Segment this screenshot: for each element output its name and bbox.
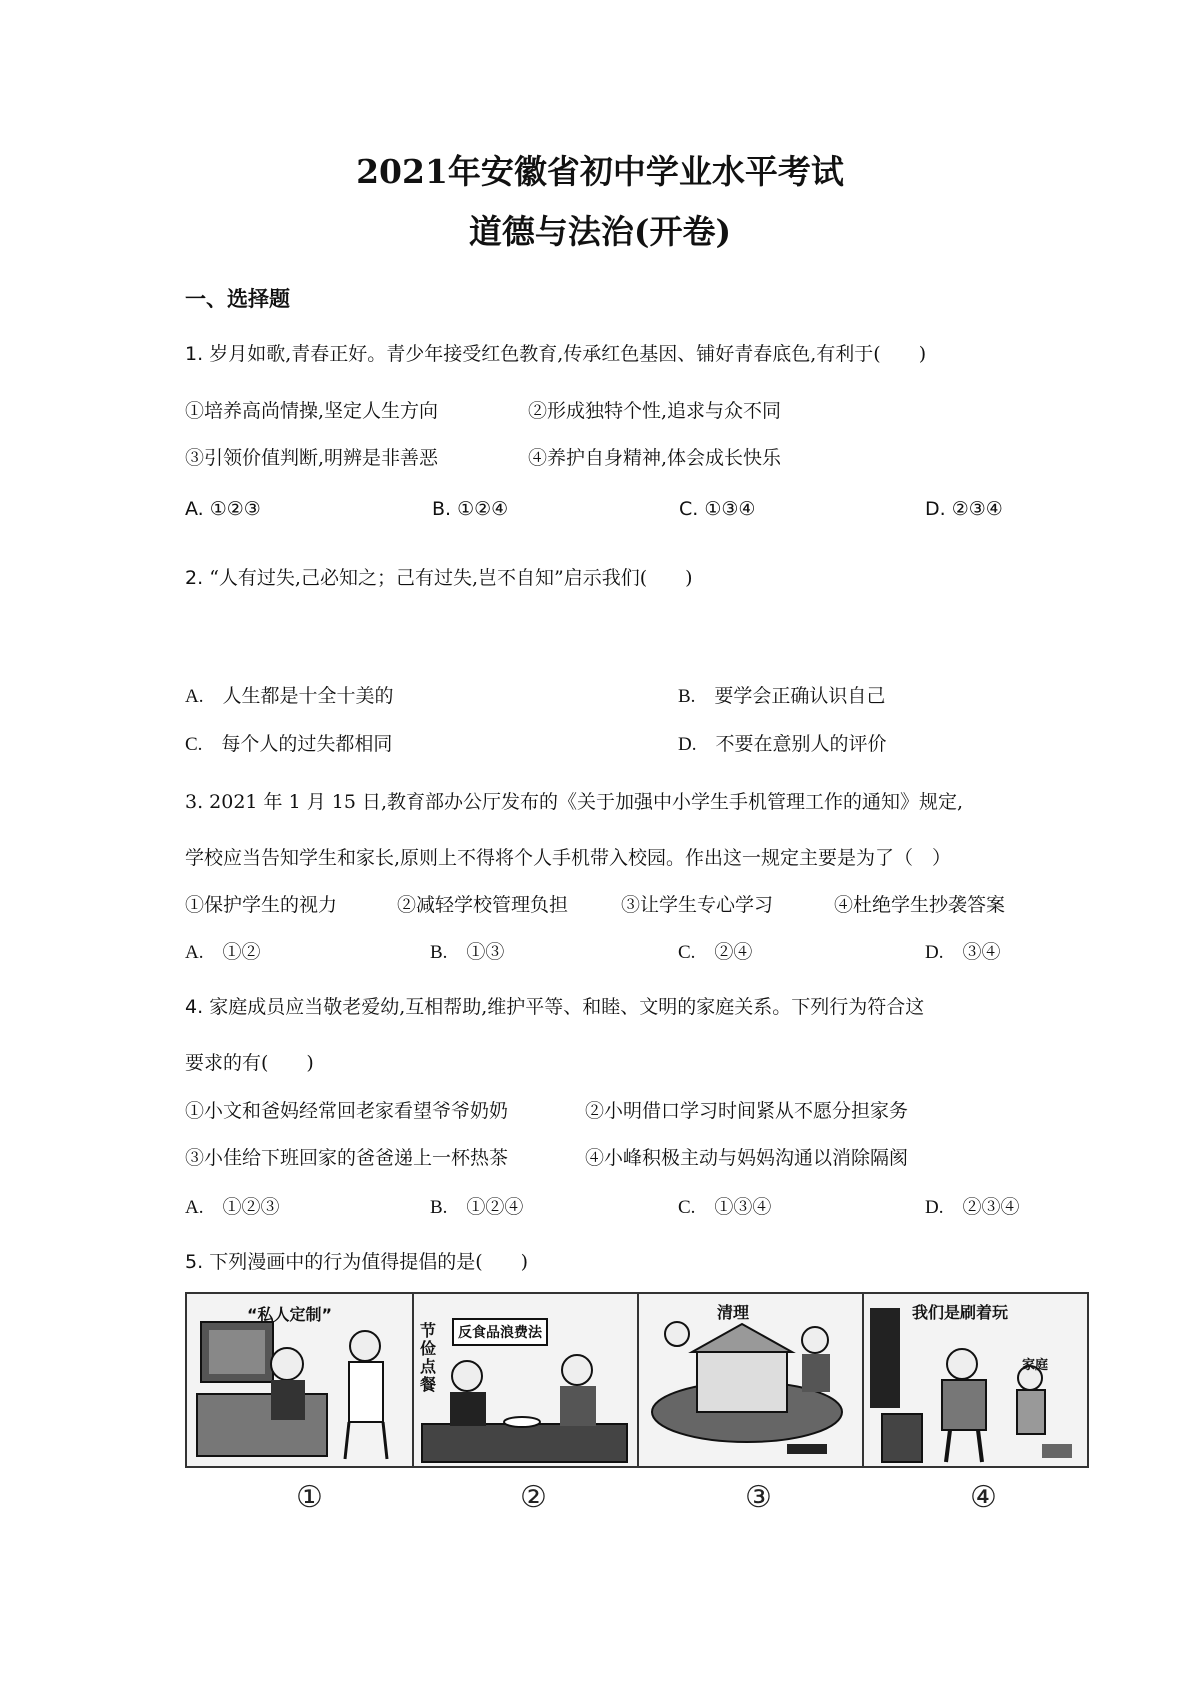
comic-label-2: ②	[520, 1480, 547, 1515]
q1-option-c[interactable]: C. ①③④	[679, 498, 756, 520]
comic-caption-just-playing: 我们是刷着玩	[912, 1303, 1009, 1322]
q3-item-4: ④杜绝学生抄袭答案	[834, 894, 1006, 916]
q4-text: 家庭成员应当敬老爱幼,互相帮助,维护平等、和睦、文明的家庭关系。下列行为符合这	[209, 996, 925, 1018]
section-heading: 一、选择题	[185, 287, 290, 311]
q3-item-3: ③让学生专心学习	[621, 894, 774, 916]
q1-item-1: ①培养高尚情操,坚定人生方向	[185, 400, 439, 422]
comic-caption-private-custom: “私人定制”	[247, 1305, 333, 1324]
q3-stem-line1: 3. 2021 年 1 月 15 日,教育部办公厅发布的《关于加强中小学生手机管理工作的通知》规定,	[185, 791, 964, 813]
q1-number: 1.	[185, 343, 204, 365]
comic-panel-4	[862, 1294, 1087, 1466]
comic-caption-anti-waste-law: 反食品浪费法	[452, 1318, 548, 1346]
q4-stem-line2: 要求的有( )	[185, 1052, 314, 1074]
comic-caption-frugal-order: 节俭点餐	[420, 1321, 437, 1394]
q1-item-2: ②形成独特个性,追求与众不同	[528, 400, 782, 422]
q3-item-2: ②减轻学校管理负担	[397, 894, 569, 916]
q3-stem-line2: 学校应当告知学生和家长,原则上不得将个人手机带入校园。作出这一规定主要是为了（ ）	[185, 847, 952, 869]
comic-caption-home: 家庭	[1022, 1358, 1049, 1373]
q3-option-d[interactable]: D. ③④	[925, 942, 1001, 963]
comic-label-4: ④	[970, 1480, 997, 1515]
comic-panel-1	[187, 1294, 414, 1466]
q3-item-1: ①保护学生的视力	[185, 894, 338, 916]
q1-item-4: ④养护自身精神,体会成长快乐	[528, 447, 782, 469]
comic-caption-cleanup: 清理	[717, 1303, 750, 1322]
q1-option-d[interactable]: D. ②③④	[925, 498, 1003, 520]
q2-option-d[interactable]: D. 不要在意别人的评价	[678, 734, 887, 755]
q4-option-d[interactable]: D. ②③④	[925, 1197, 1020, 1218]
q4-option-a[interactable]: A. ①②③	[185, 1197, 280, 1218]
page-subtitle: 道德与法治(开卷)	[468, 212, 732, 251]
q5-text: 下列漫画中的行为值得提倡的是( )	[209, 1251, 529, 1273]
q4-item-1: ①小文和爸妈经常回老家看望爷爷奶奶	[185, 1100, 509, 1122]
q1-text: 岁月如歌,青春正好。青少年接受红色教育,传承红色基因、铺好青春底色,有利于( )	[209, 343, 927, 365]
q2-text: “人有过失,己必知之；己有过失,岂不自知”启示我们( )	[209, 567, 693, 589]
q2-stem	[185, 563, 693, 590]
q1-option-a[interactable]: A. ①②③	[185, 498, 261, 520]
comic-panel-3-illustration	[637, 1294, 862, 1466]
q4-option-c[interactable]: C. ①③④	[678, 1197, 772, 1218]
q4-item-3: ③小佳给下班回家的爸爸递上一杯热茶	[185, 1147, 509, 1169]
q4-item-2: ②小明借口学习时间紧从不愿分担家务	[585, 1100, 909, 1122]
q2-number: 2.	[185, 567, 204, 589]
q3-option-a[interactable]: A. ①②	[185, 942, 261, 963]
comic-label-1: ①	[296, 1480, 323, 1515]
q2-option-b[interactable]: B. 要学会正确认识自己	[678, 686, 886, 707]
q4-number: 4.	[185, 996, 204, 1018]
q4-stem-line1	[185, 992, 924, 1019]
comic-strip	[185, 1292, 1089, 1468]
q2-option-a[interactable]: A. 人生都是十全十美的	[185, 686, 394, 707]
comic-label-3: ③	[745, 1480, 772, 1515]
comic-panel-2	[412, 1294, 639, 1466]
q4-item-4: ④小峰积极主动与妈妈沟通以消除隔阂	[585, 1147, 909, 1169]
q4-option-b[interactable]: B. ①②④	[430, 1197, 524, 1218]
q5-stem	[185, 1247, 528, 1274]
q3-option-b[interactable]: B. ①③	[430, 942, 505, 963]
q1-option-b[interactable]: B. ①②④	[432, 498, 509, 520]
q3-option-c[interactable]: C. ②④	[678, 942, 753, 963]
page-title: 2021年安徽省初中学业水平考试	[356, 152, 844, 191]
q5-number: 5.	[185, 1251, 204, 1273]
q1-item-3: ③引领价值判断,明辨是非善恶	[185, 447, 439, 469]
comic-panel-3	[637, 1294, 864, 1466]
q1-stem	[185, 339, 926, 366]
q2-option-c[interactable]: C. 每个人的过失都相同	[185, 734, 393, 755]
